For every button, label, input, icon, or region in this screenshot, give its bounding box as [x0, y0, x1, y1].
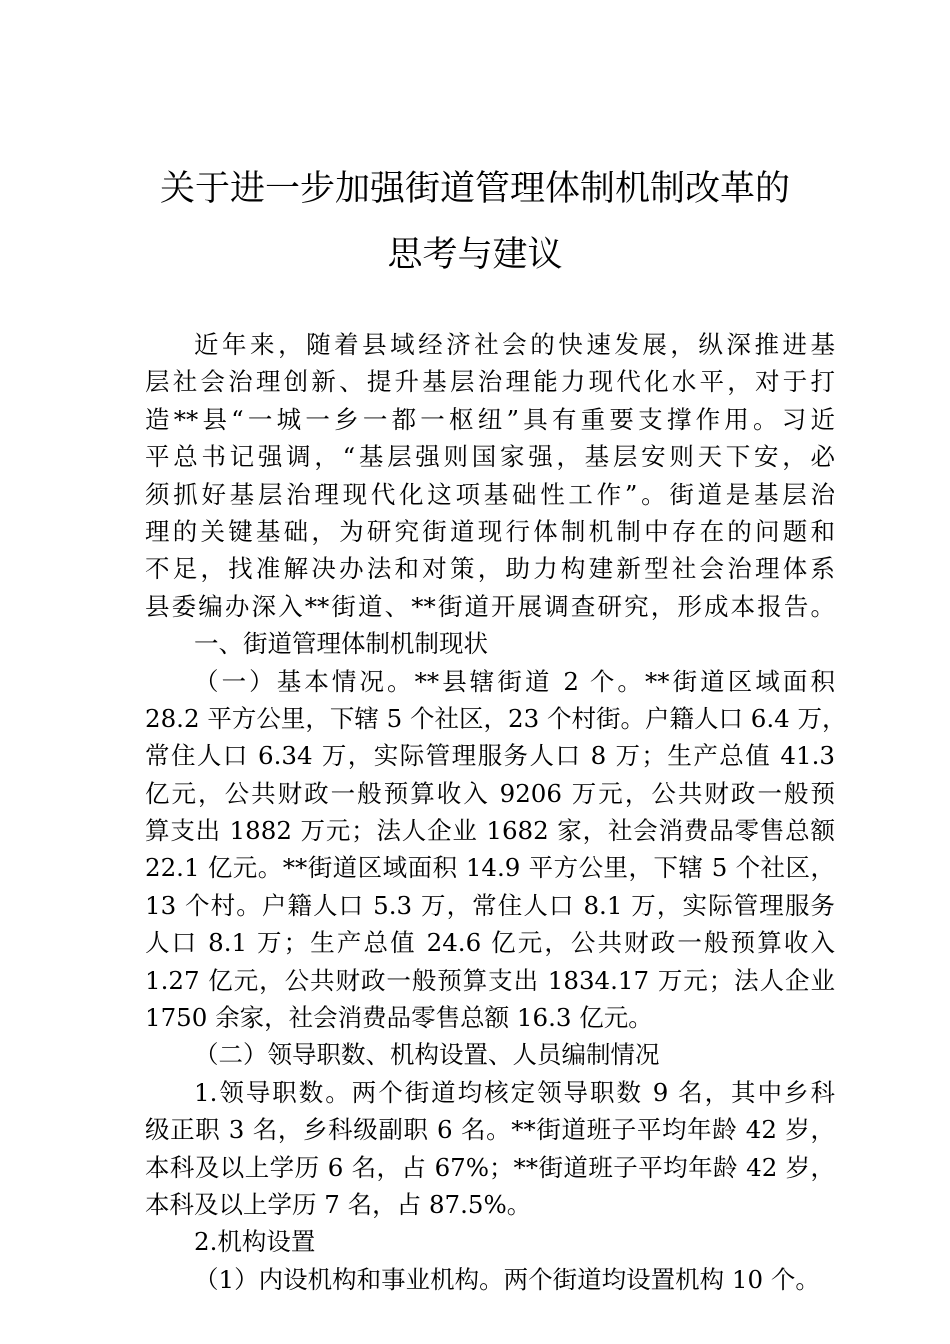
- paragraph-line: 13 个村。户籍人口 5.3 万，常住人口 8.1 万，实际管理服务: [145, 890, 835, 920]
- paragraph-line: 理的关键基础，为研究街道现行体制机制中存在的问题和: [145, 516, 835, 546]
- paragraph-line: 人口 8.1 万；生产总值 24.6 亿元，公共财政一般预算收入: [145, 928, 835, 958]
- paragraph-line: 本科及以上学历 6 名，占 67%；**街道班子平均年龄 42 岁，: [145, 1152, 835, 1182]
- paragraph-line: 1.领导职数。两个街道均核定领导职数 9 名，其中乡科: [194, 1077, 835, 1107]
- paragraph-line: （1）内设机构和事业机构。两个街道均设置机构 10 个。: [194, 1264, 820, 1294]
- paragraph-line: 1.27 亿元，公共财政一般预算支出 1834.17 万元；法人企业: [145, 965, 835, 995]
- paragraph-line: 1750 余家，社会消费品零售总额 16.3 亿元。: [145, 1003, 653, 1033]
- paragraph-line: 22.1 亿元。**街道区域面积 14.9 平方公里，下辖 5 个社区，: [145, 853, 835, 883]
- document-title-line-2: 思考与建议: [387, 235, 563, 275]
- paragraph-line: 层社会治理创新、提升基层治理能力现代化水平，对于打: [145, 367, 835, 397]
- paragraph-line: 算支出 1882 万元；法人企业 1682 家，社会消费品零售总额: [145, 816, 835, 846]
- paragraph-line: 常住人口 6.34 万，实际管理服务人口 8 万；生产总值 41.3: [145, 741, 835, 771]
- subsection-heading: （二）领导职数、机构设置、人员编制情况: [194, 1040, 660, 1070]
- paragraph-line: 亿元，公共财政一般预算收入 9206 万元，公共财政一般预: [145, 778, 835, 808]
- paragraph-line: 平总书记强调，“基层强则国家强，基层安则天下安，必: [145, 442, 835, 472]
- paragraph-line: 本科及以上学历 7 名，占 87.5%。: [145, 1189, 532, 1219]
- paragraph-line: 不足，找准解决办法和对策，助力构建新型社会治理体系: [145, 554, 835, 584]
- paragraph-line: 须抓好基层治理现代化这项基础性工作”。街道是基层治: [145, 479, 835, 509]
- paragraph-line: 28.2 平方公里，下辖 5 个社区，23 个村街。户籍人口 6.4 万，: [145, 703, 847, 733]
- subsection-heading: 2.机构设置: [194, 1227, 316, 1257]
- paragraph-line: 造**县“一城一乡一都一枢纽”具有重要支撑作用。习近: [145, 404, 835, 434]
- paragraph-line: （一）基本情况。**县辖街道 2 个。**街道区域面积: [194, 666, 835, 696]
- document-title-line-1: 关于进一步加强街道管理体制机制改革的: [159, 169, 790, 209]
- paragraph-line: 近年来，随着县域经济社会的快速发展，纵深推进基: [194, 330, 835, 359]
- paragraph-line: 级正职 3 名，乡科级副职 6 名。**街道班子平均年龄 42 岁，: [145, 1115, 835, 1145]
- section-heading: 一、街道管理体制机制现状: [194, 629, 488, 659]
- paragraph-line: 县委编办深入**街道、**街道开展调查研究，形成本报告。: [145, 591, 835, 621]
- document-body: [145, 326, 847, 1298]
